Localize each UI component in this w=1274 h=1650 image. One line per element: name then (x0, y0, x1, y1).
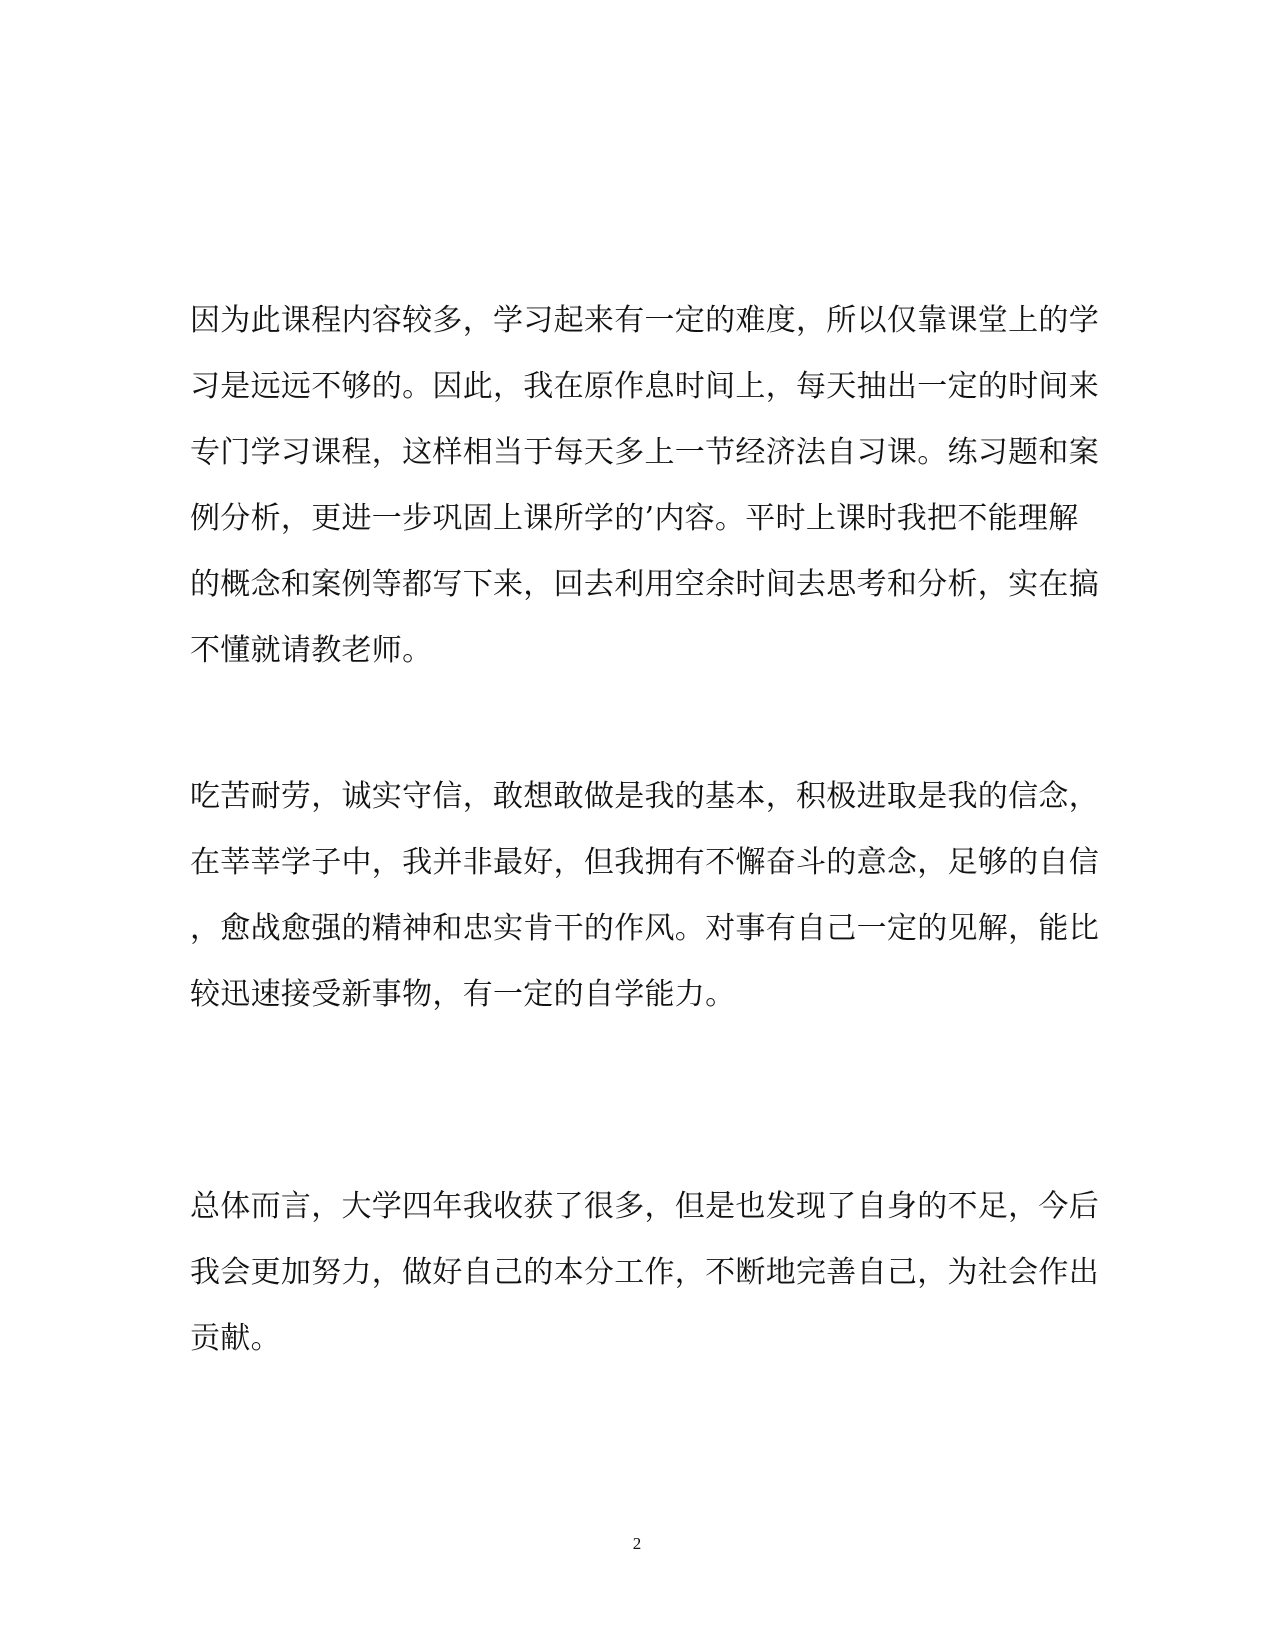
text-line: 总体而言，大学四年我收获了很多，但是也发现了自身的不足，今后 (190, 1189, 1099, 1224)
paragraph-conclusion (190, 1174, 1099, 1372)
text-line: 较迅速接受新事物，有一定的自学能力。 (190, 977, 736, 1012)
text-line: 我会更加努力，做好自己的本分工作，不断地完善自己，为社会作出 (190, 1255, 1099, 1290)
text-line: 习是远远不够的。因此，我在原作息时间上，每天抽出一定的时间来 (190, 369, 1099, 404)
text-line: 的概念和案例等都写下来，回去利用空余时间去思考和分析，实在搞 (190, 567, 1099, 602)
page-number: 2 (632, 1534, 642, 1553)
text-line: 贡献。 (190, 1321, 281, 1356)
text-line: 吃苦耐劳，诚实守信，敢想敢做是我的基本，积极进取是我的信念， (190, 779, 1099, 814)
text-line: 不懂就请教老师。 (190, 633, 433, 668)
text-line: 专门学习课程，这样相当于每天多上一节经济法自习课。练习题和案 (190, 435, 1099, 470)
text-line: 例分析，更进一步巩固上课所学的’内容。平时上课时我把不能理解 (190, 501, 1079, 536)
text-line: 在莘莘学子中，我并非最好，但我拥有不懈奋斗的意念，足够的自信 (190, 845, 1099, 880)
text-line: 因为此课程内容较多，学习起来有一定的难度，所以仅靠课堂上的学 (190, 303, 1099, 338)
paragraph-personal-qualities (190, 764, 1099, 1028)
text-line: ，愈战愈强的精神和忠实肯干的作风。对事有自己一定的见解，能比 (190, 911, 1099, 946)
paragraph-study-method (190, 288, 1099, 684)
